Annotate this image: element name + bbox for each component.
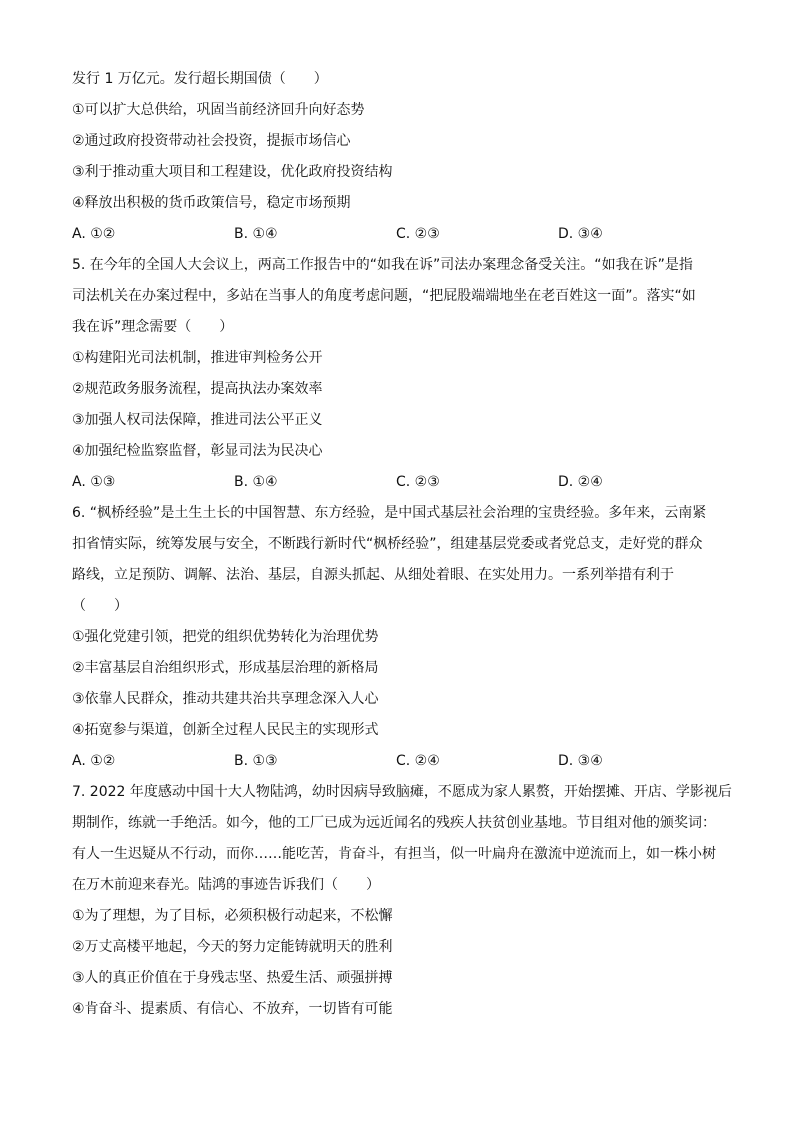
q4-statement-1: ①可以扩大总供给，巩固当前经济回升向好态势 (72, 102, 365, 118)
document-content (72, 64, 732, 1025)
q4-options (72, 219, 722, 250)
q5-line-3: 我在诉”理念需要（ ） (72, 319, 234, 335)
q4-option-b: B. ①④ (234, 226, 278, 242)
q7-statement-1: ①为了理想，为了目标，必须积极行动起来，不松懈 (72, 908, 393, 924)
q6-option-b: B. ①③ (234, 753, 278, 769)
q4-statement-2: ②通过政府投资带动社会投资，提振市场信心 (72, 133, 351, 149)
q4-intro-line: 发行 1 万亿元。发行超长期国债（ ） (72, 71, 328, 87)
q6-line-4: （ ） (72, 598, 128, 614)
q7-line-4: 在万木前迎来春光。陆鸿的事迹告诉我们（ ） (72, 877, 380, 893)
q6-option-c: C. ②④ (396, 753, 440, 769)
q6-statement-4: ④拓宽参与渠道，创新全过程人民民主的实现形式 (72, 722, 379, 738)
q4-option-a: A. ①② (72, 226, 116, 242)
q6-statement-1: ①强化党建引领，把党的组织优势转化为治理优势 (72, 629, 379, 645)
q6-line-3: 路线，立足预防、调解、法治、基层，自源头抓起、从细处着眼、在实处用力。一系列举措有利于 (72, 567, 674, 583)
q5-statement-3: ③加强人权司法保障，推进司法公平正义 (72, 412, 323, 428)
q7-statement-3: ③人的真正价值在于身残志坚、热爱生活、顽强拼搏 (72, 970, 393, 986)
q5-option-d: D. ②④ (558, 474, 603, 490)
q5-line-2: 司法机关在办案过程中，多站在当事人的角度考虑问题，“把屁股端端地坐在老百姓这一面”。落实“如 (72, 288, 696, 304)
q7-line-2: 期制作，练就一手绝活。如今，他的工厂已成为远近闻名的残疾人扶贫创业基地。节目组对他的颁奖词： (72, 815, 716, 831)
q6-statement-3: ③依靠人民群众，推动共建共治共享理念深入人心 (72, 691, 379, 707)
q4-statement-3: ③利于推动重大项目和工程建设，优化政府投资结构 (72, 164, 393, 180)
q7-line-1: 7. 2022 年度感动中国十大人物陆鸿，幼时因病导致脑瘫，不愿成为家人累赘，开始摆摊、开店、学影视后 (72, 784, 732, 800)
q6-option-d: D. ③④ (558, 753, 603, 769)
q5-statement-2: ②规范政务服务流程，提高执法办案效率 (72, 381, 323, 397)
q4-option-d: D. ③④ (558, 226, 603, 242)
q5-line-1: 5. 在今年的全国人大会议上，两高工作报告中的“如我在诉”司法办案理念备受关注。“如我在诉”是指 (72, 257, 693, 273)
q5-option-b: B. ①④ (234, 474, 278, 490)
q6-option-a: A. ①② (72, 753, 116, 769)
q7-statement-4: ④肯奋斗、提素质、有信心、不放弃，一切皆有可能 (72, 1001, 393, 1017)
q6-options (72, 746, 722, 777)
q7-statement-2: ②万丈高楼平地起，今天的努力定能铸就明天的胜利 (72, 939, 393, 955)
q6-statement-2: ②丰富基层自治组织形式，形成基层治理的新格局 (72, 660, 379, 676)
q5-statement-1: ①构建阳光司法机制，推进审判检务公开 (72, 350, 323, 366)
q6-line-1: 6. “枫桥经验”是土生土长的中国智慧、东方经验，是中国式基层社会治理的宝贵经验。多年来，云南紧 (72, 505, 707, 521)
q5-options (72, 467, 722, 498)
q5-option-a: A. ①③ (72, 474, 116, 490)
q6-line-2: 扣省情实际，统筹发展与安全，不断践行新时代“枫桥经验”，组建基层党委或者党总支，走好党的群众 (72, 536, 703, 552)
q5-statement-4: ④加强纪检监察监督，彰显司法为民决心 (72, 443, 323, 459)
q5-option-c: C. ②③ (396, 474, 440, 490)
q4-option-c: C. ②③ (396, 226, 440, 242)
q7-line-3: 有人一生迟疑从不行动，而你……能吃苦，肯奋斗，有担当，似一叶扁舟在激流中逆流而上，如一株小树 (72, 846, 716, 862)
q4-statement-4: ④释放出积极的货币政策信号，稳定市场预期 (72, 195, 351, 211)
